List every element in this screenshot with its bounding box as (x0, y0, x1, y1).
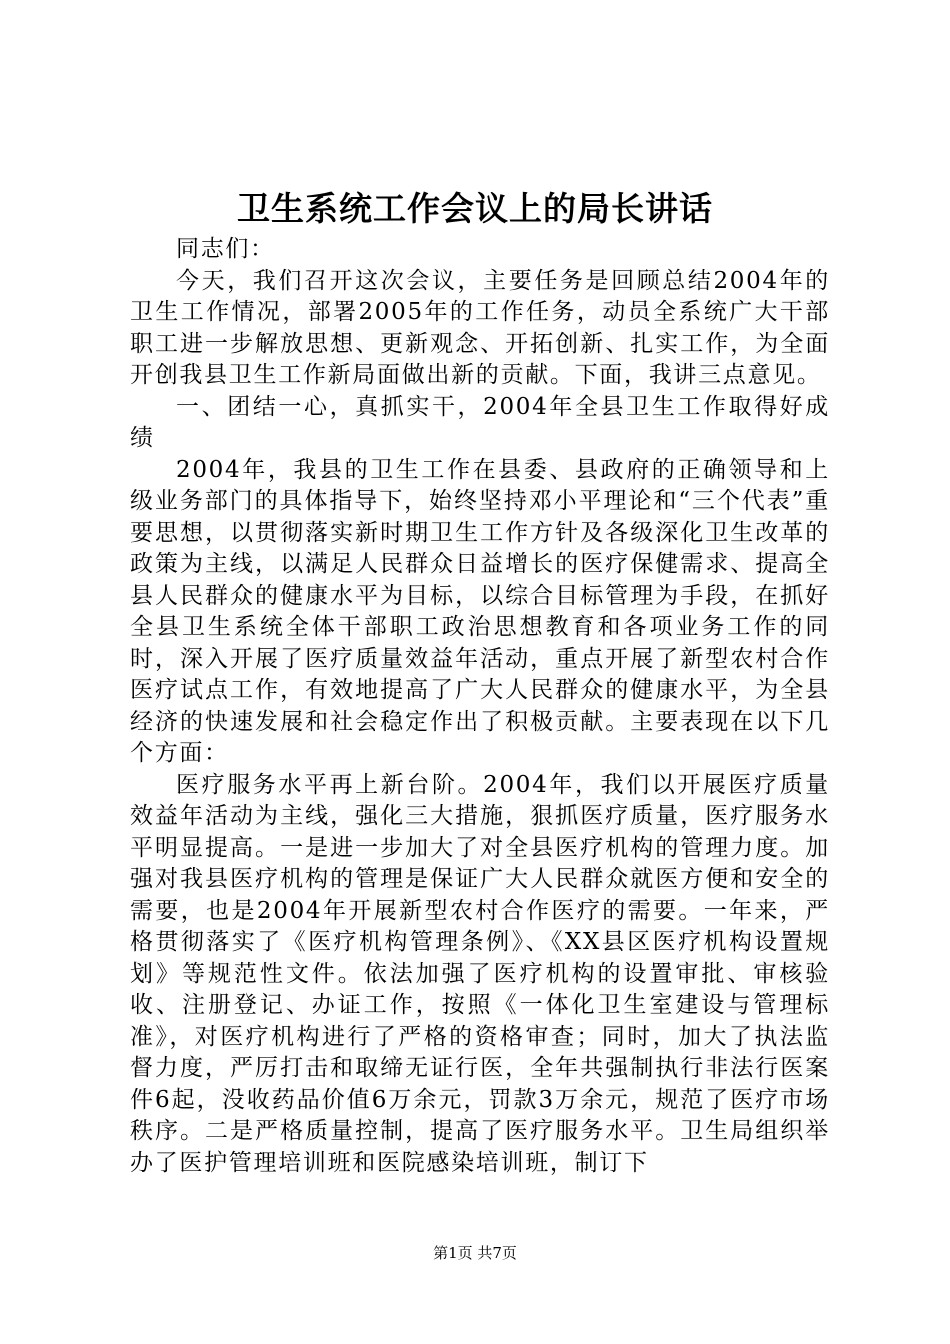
body-paragraph: 2004年，我县的卫生工作在县委、县政府的正确领导和上级业务部门的具体指导下，始终坚持邓小平理论和“三个代表”重要思想，以贯彻落实新时期卫生工作方针及各级深化卫生改革的政策为主线，以满足人民群众日益增长的医疗保健需求、提高全县人民群众的健康水平为目标，以综合目标管理为手段，在抓好全县卫生系统全体干部职工政治思想教育和各项业务工作的同时，深入开展了医疗质量效益年活动，重点开展了新型农村合作医疗试点工作，有效地提高了广大人民群众的健康水平，为全县经济的快速发展和社会稳定作出了积极贡献。主要表现在以下几个方面： (130, 456, 830, 766)
document-title: 卫生系统工作会议上的局长讲话 (237, 189, 713, 228)
document-body (130, 234, 830, 1179)
salutation-paragraph: 同志们： (176, 236, 275, 262)
intro-paragraph: 今天，我们召开这次会议，主要任务是回顾总结2004年的卫生工作情况，部署2005年的工作任务，动员全系统广大干部职工进一步解放思想、更新观念、开拓创新、扎实工作，为全面开创我县卫生工作新局面做出新的贡献。下面，我讲三点意见。 (130, 267, 830, 388)
page-footer: 第1页 共7页 (433, 1244, 517, 1262)
body-paragraph: 医疗服务水平再上新台阶。2004年，我们以开展医疗质量效益年活动为主线，强化三大措施，狠抓医疗质量，医疗服务水平明显提高。一是进一步加大了对全县医疗机构的管理力度。加强对我县医疗机构的管理是保证广大人民群众就医方便和安全的需要，也是2004年开展新型农村合作医疗的需要。一年来，严格贯彻落实了《医疗机构管理条例》、《XX县区医疗机构设置规划》等规范性文件。依法加强了医疗机构的设置审批、审核验收、注册登记、办证工作，按照《一体化卫生室建设与管理标准》，对医疗机构进行了严格的资格审查；同时，加大了执法监督力度，严厉打击和取缔无证行医，全年共强制执行非法行医案件6起，没收药品价值6万余元，罚款3万余元，规范了医疗市场秩序。二是严格质量控制，提高了医疗服务水平。卫生局组织举办了医护管理培训班和医院感染培训班，制订下 (130, 771, 830, 1176)
section-heading: 一、团结一心，真抓实干，2004年全县卫生工作取得好成绩 (130, 393, 830, 451)
